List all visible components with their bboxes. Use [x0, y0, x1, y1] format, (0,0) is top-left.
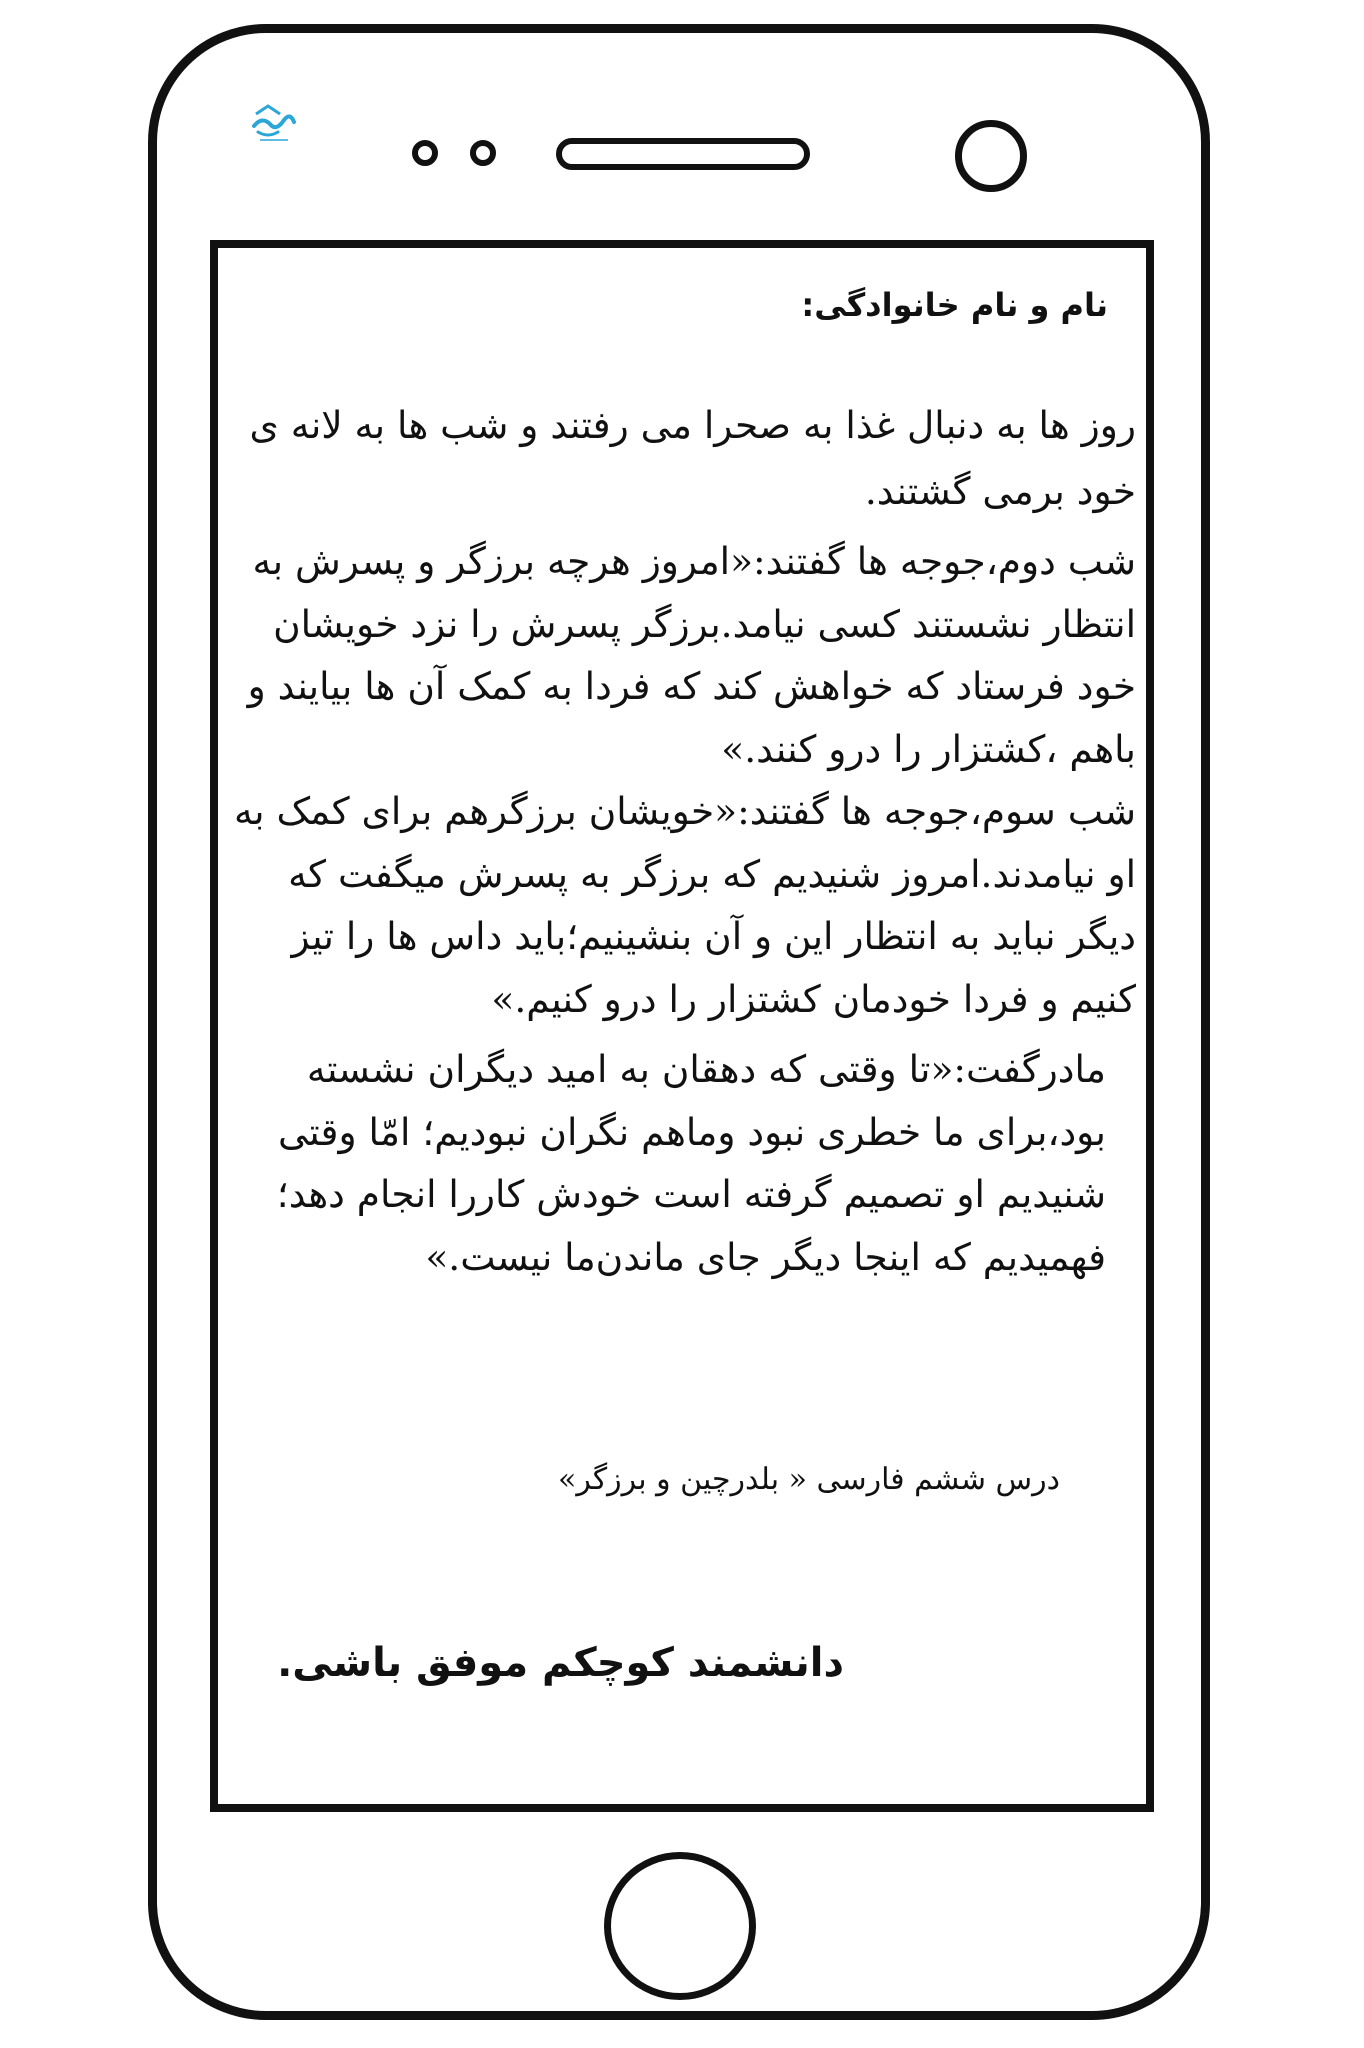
- story-paragraph: شب دوم،جوجه ها گفتند:«امروز هرچه برزگر و پسرش به انتظار نشستند کسی نیامد.برزگر پسرش را نزد خویشان خود فرستاد که خواهش کند که فردا به کمک آن ها بیایند و باهم ،کشتزار را درو کنند.»: [247, 539, 1136, 771]
- lesson-source: درس ششم فارسی « بلدرچین و برزگر»: [557, 1462, 1060, 1497]
- front-camera-icon: [955, 120, 1027, 192]
- story-paragraph: روز ها به دنبال غذا به صحرا می رفتند و شب ها به لانه ی خود برمی گشتند.: [249, 403, 1136, 513]
- sensor-dot-icon: [412, 140, 438, 166]
- closing-message: دانشمند کوچکم موفق باشی.: [277, 1640, 844, 1686]
- publisher-logo: [248, 92, 300, 144]
- sensor-dot-icon: [470, 140, 496, 166]
- name-field-label: نام و نام خانوادگی:: [801, 286, 1108, 324]
- story-paragraph: شب سوم،جوجه ها گفتند:«خویشان برزگرهم برای کمک به او نیامدند.امروز شنیدیم که برزگر به پسرش میگفت که دیگر نباید به انتظار این و آن بنشینیم؛باید داس ها را تیز کنیم و فردا خودمان کشتزار را درو کنیم.»: [233, 789, 1136, 1021]
- speaker-slot-icon: [556, 138, 810, 170]
- story-text: [228, 392, 1136, 1452]
- home-button-icon: [604, 1852, 756, 2000]
- story-paragraph: مادرگفت:«تا وقتی که دهقان به امید دیگران نشسته بود،برای ما خطری نبود وماهم نگران نبودیم؛ امّا وقتی شنیدیم او تصمیم گرفته است خودش کاررا انجام دهد؛فهمیدیم که اینجا دیگر جای ماندن‌ما نیست.»: [276, 1047, 1106, 1279]
